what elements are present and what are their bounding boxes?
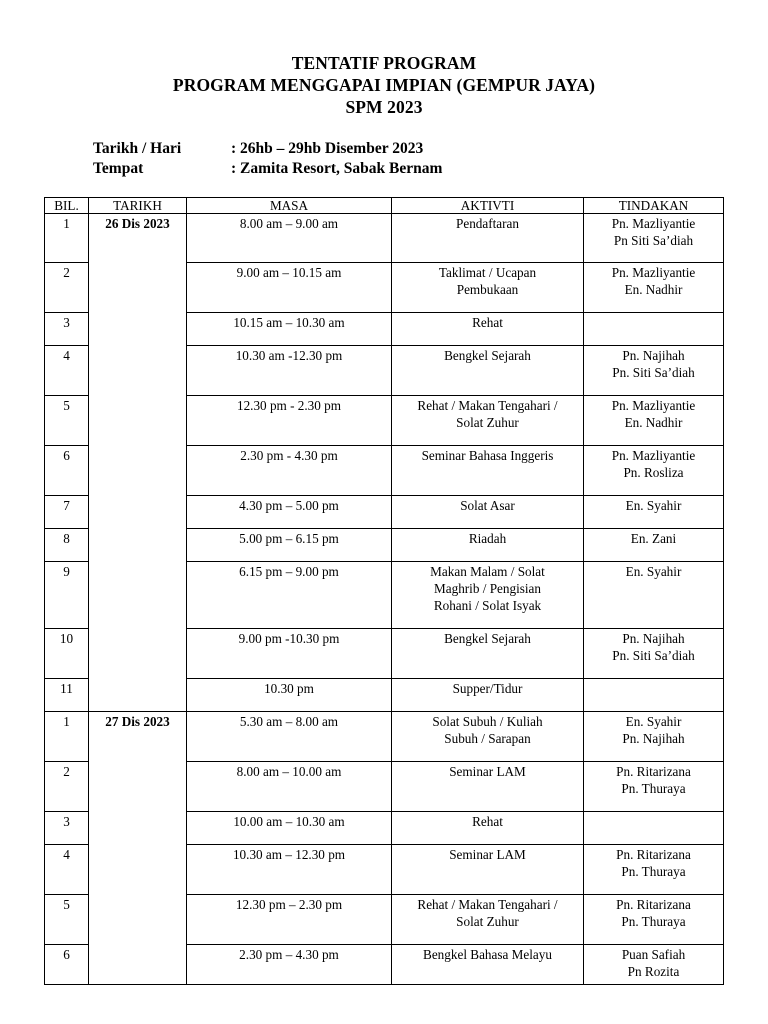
date-cell: [89, 214, 187, 712]
column-header-tarikh: TARIKH: [89, 198, 187, 214]
aktiviti-cell: [392, 446, 584, 496]
bil-cell: [45, 895, 89, 945]
aktiviti-cell-line: Rehat: [472, 814, 503, 829]
bil-cell-line: 2: [63, 265, 70, 280]
masa-cell-line: 9.00 pm -10.30 pm: [238, 631, 340, 646]
masa-cell: [187, 629, 392, 679]
bil-cell-line: 3: [63, 315, 70, 330]
tindakan-cell-line: Pn Siti Sa’diah: [613, 233, 694, 248]
tindakan-cell-line: En. Nadhir: [624, 415, 683, 430]
tindakan-cell: [584, 313, 724, 346]
tindakan-cell-line: En. Syahir: [625, 564, 682, 579]
masa-cell: [187, 845, 392, 895]
aktiviti-cell: [392, 496, 584, 529]
program-name: PROGRAM MENGGAPAI IMPIAN (GEMPUR JAYA): [172, 75, 596, 95]
masa-cell: [187, 396, 392, 446]
bil-cell-line: 10: [59, 631, 74, 646]
masa-cell: [187, 446, 392, 496]
bil-cell: [45, 263, 89, 313]
tindakan-cell: [584, 346, 724, 396]
tindakan-cell: [584, 214, 724, 263]
tindakan-cell-line: Pn. Ritarizana: [616, 764, 691, 779]
bil-cell-line: 4: [63, 348, 70, 363]
tindakan-cell-line: Pn. Thuraya: [621, 914, 686, 929]
info-label-venue: Tempat: [93, 160, 144, 177]
aktiviti-cell-line: Bengkel Bahasa Melayu: [423, 947, 552, 962]
info-value-venue: : Zamita Resort, Sabak Bernam: [231, 160, 443, 177]
info-row-venue: [93, 159, 442, 179]
bil-cell: [45, 496, 89, 529]
header-row: [45, 198, 724, 214]
schedule-header: [45, 198, 724, 214]
masa-cell: [187, 945, 392, 985]
bil-cell: [45, 214, 89, 263]
tindakan-cell: [584, 629, 724, 679]
aktiviti-cell: [392, 679, 584, 712]
bil-cell: [45, 446, 89, 496]
masa-cell-line: 4.30 pm – 5.00 pm: [239, 498, 339, 513]
tindakan-cell-line: Pn. Siti Sa’diah: [612, 648, 695, 663]
date-cell-line: 27 Dis 2023: [105, 714, 170, 729]
tindakan-cell-line: Puan Safiah: [621, 947, 686, 962]
masa-cell-line: 9.00 am – 10.15 am: [236, 265, 342, 280]
masa-cell: [187, 346, 392, 396]
bil-cell: [45, 346, 89, 396]
aktiviti-cell-line: Seminar Bahasa Inggeris: [421, 448, 554, 463]
info-value-date: : 26hb – 29hb Disember 2023: [231, 140, 424, 157]
aktiviti-cell-line: Rehat / Makan Tengahari /: [417, 897, 558, 912]
bil-cell: [45, 562, 89, 629]
tindakan-cell: [584, 812, 724, 845]
bil-cell-line: 8: [63, 531, 70, 546]
program-subtitle: SPM 2023: [345, 97, 423, 117]
tindakan-cell-line: Pn. Thuraya: [621, 781, 686, 796]
aktiviti-cell-line: Rehat / Makan Tengahari /: [417, 398, 558, 413]
bil-cell-line: 1: [63, 216, 70, 231]
tindakan-cell-line: En. Syahir: [625, 498, 682, 513]
bil-cell: [45, 845, 89, 895]
aktiviti-cell: [392, 562, 584, 629]
aktiviti-cell-line: Bengkel Sejarah: [444, 631, 531, 646]
tindakan-cell: [584, 712, 724, 762]
tindakan-cell-line: Pn. Ritarizana: [616, 897, 691, 912]
tindakan-cell-line: Pn. Mazliyantie: [611, 216, 696, 231]
tindakan-cell: [584, 562, 724, 629]
tindakan-cell: [584, 396, 724, 446]
bil-cell-line: 5: [63, 897, 70, 912]
masa-cell: [187, 812, 392, 845]
document-title: TENTATIF PROGRAM: [291, 53, 477, 73]
masa-cell-line: 10.30 pm: [264, 681, 314, 696]
tindakan-cell-line: Pn. Ritarizana: [616, 847, 691, 862]
aktiviti-cell: [392, 346, 584, 396]
bil-cell-line: 4: [63, 847, 70, 862]
bil-cell-line: 9: [63, 564, 70, 579]
tindakan-cell: [584, 762, 724, 812]
bil-cell-line: 3: [63, 814, 70, 829]
bil-cell: [45, 712, 89, 762]
schedule-body: [45, 214, 724, 985]
masa-cell: [187, 762, 392, 812]
aktiviti-cell-line: Rohani / Solat Isyak: [433, 598, 542, 613]
bil-cell-line: 7: [63, 498, 70, 513]
tindakan-cell-line: Pn. Rosliza: [623, 465, 684, 480]
aktiviti-cell-line: Rehat: [472, 315, 503, 330]
tindakan-cell: [584, 945, 724, 985]
aktiviti-cell-line: Pembukaan: [456, 282, 519, 297]
aktiviti-cell: [392, 812, 584, 845]
masa-cell: [187, 895, 392, 945]
schedule-table: [44, 197, 724, 985]
aktiviti-cell-line: Maghrib / Pengisian: [434, 581, 541, 596]
masa-cell-line: 10.30 am -12.30 pm: [235, 348, 343, 363]
tindakan-cell: [584, 263, 724, 313]
aktiviti-cell: [392, 895, 584, 945]
bil-cell: [45, 679, 89, 712]
aktiviti-cell-line: Solat Subuh / Kuliah: [432, 714, 543, 729]
bil-cell-line: 2: [63, 764, 70, 779]
column-header-aktiviti: AKTIVTI: [392, 198, 584, 214]
info-label-date: Tarikh / Hari: [93, 140, 182, 157]
tindakan-cell: [584, 895, 724, 945]
date-cell: [89, 712, 187, 985]
masa-cell-line: 2.30 pm - 4.30 pm: [240, 448, 338, 463]
tindakan-cell: [584, 496, 724, 529]
aktiviti-cell: [392, 214, 584, 263]
aktiviti-cell-line: Seminar LAM: [449, 764, 526, 779]
masa-cell-line: 2.30 pm – 4.30 pm: [239, 947, 339, 962]
masa-cell: [187, 313, 392, 346]
masa-cell-line: 6.15 pm – 9.00 pm: [239, 564, 339, 579]
bil-cell: [45, 762, 89, 812]
masa-cell-line: 10.15 am – 10.30 am: [233, 315, 345, 330]
aktiviti-cell: [392, 263, 584, 313]
masa-cell: [187, 679, 392, 712]
tindakan-cell: [584, 679, 724, 712]
aktiviti-cell-line: Solat Zuhur: [456, 415, 519, 430]
tindakan-cell: [584, 446, 724, 496]
aktiviti-cell-line: Subuh / Sarapan: [444, 731, 531, 746]
aktiviti-cell-line: Pendaftaran: [456, 216, 519, 231]
masa-cell: [187, 529, 392, 562]
aktiviti-cell-line: Riadah: [468, 531, 507, 546]
tindakan-cell-line: En. Syahir: [625, 714, 682, 729]
bil-cell: [45, 629, 89, 679]
bil-cell-line: 1: [63, 714, 70, 729]
aktiviti-cell: [392, 712, 584, 762]
bil-cell-line: 11: [60, 681, 73, 696]
tindakan-cell-line: Pn. Mazliyantie: [611, 265, 696, 280]
aktiviti-cell-line: Supper/Tidur: [452, 681, 523, 696]
table-row: [45, 214, 724, 263]
bil-cell: [45, 313, 89, 346]
masa-cell-line: 12.30 pm - 2.30 pm: [236, 398, 342, 413]
masa-cell: [187, 214, 392, 263]
tindakan-cell-line: Pn. Mazliyantie: [611, 448, 696, 463]
date-cell-line: 26 Dis 2023: [105, 216, 170, 231]
bil-cell-line: 6: [63, 448, 70, 463]
masa-cell: [187, 263, 392, 313]
aktiviti-cell-line: Solat Asar: [460, 498, 515, 513]
info-row-date: [93, 139, 442, 159]
column-header-bil: BIL.: [45, 198, 89, 214]
title-block: [0, 52, 768, 118]
masa-cell-line: 5.00 pm – 6.15 pm: [239, 531, 339, 546]
aktiviti-cell: [392, 629, 584, 679]
aktiviti-cell: [392, 945, 584, 985]
tindakan-cell-line: Pn. Siti Sa’diah: [612, 365, 695, 380]
tindakan-cell-line: Pn. Najihah: [622, 348, 685, 363]
bil-cell: [45, 396, 89, 446]
aktiviti-cell: [392, 845, 584, 895]
program-info: [93, 139, 442, 179]
aktiviti-cell: [392, 313, 584, 346]
aktiviti-cell: [392, 762, 584, 812]
tindakan-cell-line: Pn. Thuraya: [621, 864, 686, 879]
aktiviti-cell-line: Bengkel Sejarah: [444, 348, 531, 363]
tindakan-cell: [584, 529, 724, 562]
aktiviti-cell-line: Makan Malam / Solat: [430, 564, 545, 579]
tindakan-cell-line: En. Nadhir: [624, 282, 683, 297]
aktiviti-cell-line: Seminar LAM: [449, 847, 526, 862]
bil-cell: [45, 529, 89, 562]
tindakan-cell: [584, 845, 724, 895]
aktiviti-cell: [392, 396, 584, 446]
bil-cell-line: 5: [63, 398, 70, 413]
table-row: [45, 712, 724, 762]
column-header-tindakan: TINDAKAN: [584, 198, 724, 214]
masa-cell-line: 8.00 am – 9.00 am: [239, 216, 339, 231]
bil-cell-line: 6: [63, 947, 70, 962]
aktiviti-cell: [392, 529, 584, 562]
column-header-masa: MASA: [187, 198, 392, 214]
tindakan-cell-line: En. Zani: [630, 531, 677, 546]
masa-cell: [187, 562, 392, 629]
masa-cell-line: 8.00 am – 10.00 am: [236, 764, 342, 779]
masa-cell-line: 10.30 am – 12.30 pm: [232, 847, 346, 862]
bil-cell: [45, 945, 89, 985]
aktiviti-cell-line: Taklimat / Ucapan: [438, 265, 537, 280]
bil-cell: [45, 812, 89, 845]
masa-cell: [187, 496, 392, 529]
aktiviti-cell-line: Solat Zuhur: [456, 914, 519, 929]
tindakan-cell-line: Pn Rozita: [627, 964, 680, 979]
masa-cell-line: 5.30 am – 8.00 am: [239, 714, 339, 729]
tindakan-cell-line: Pn. Najihah: [622, 731, 685, 746]
masa-cell: [187, 712, 392, 762]
masa-cell-line: 10.00 am – 10.30 am: [233, 814, 345, 829]
masa-cell-line: 12.30 pm – 2.30 pm: [235, 897, 343, 912]
tindakan-cell-line: Pn. Mazliyantie: [611, 398, 696, 413]
tindakan-cell-line: Pn. Najihah: [622, 631, 685, 646]
